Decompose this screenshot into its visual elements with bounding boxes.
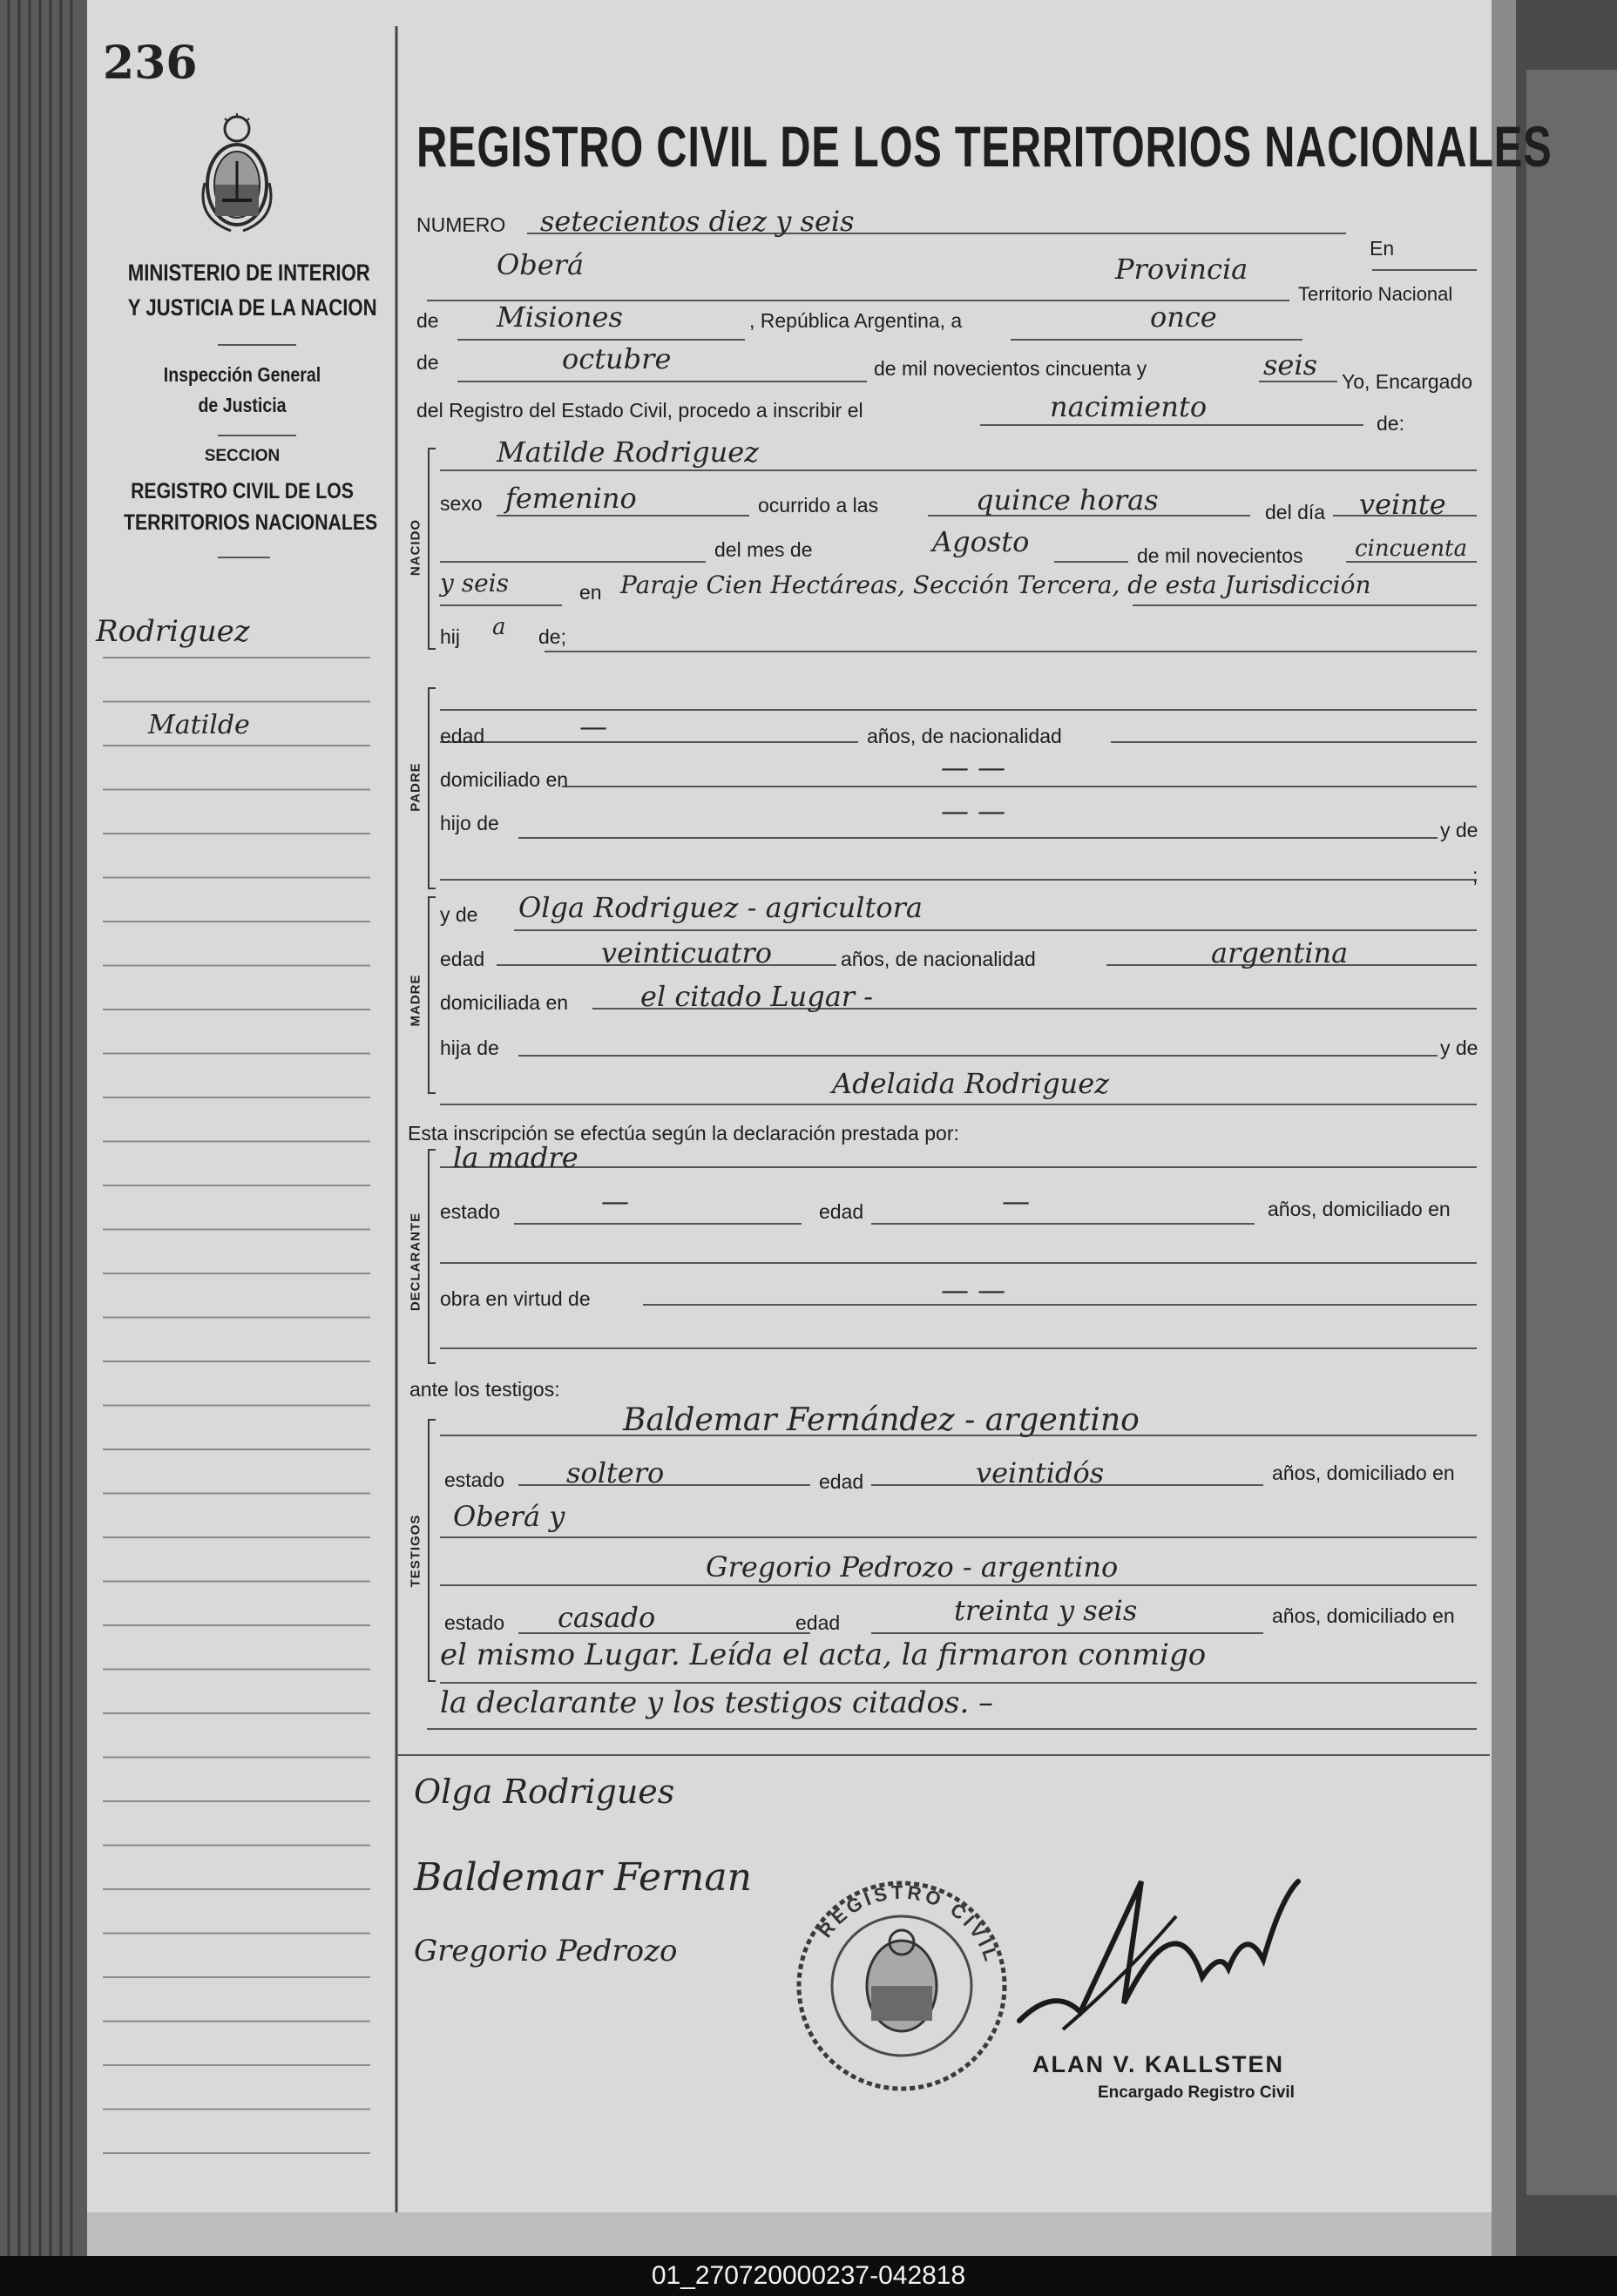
- value-localidad: Oberá: [497, 248, 585, 281]
- value-mes: octubre: [562, 342, 672, 375]
- value-testigo1: Baldemar Fernández - argentino: [623, 1402, 1140, 1438]
- inspection-heading: [124, 360, 361, 421]
- label-padre-anos-nac: años, de nacionalidad: [867, 725, 1062, 747]
- label-en-2: en: [579, 581, 602, 604]
- section-nacido: NACIDO: [408, 518, 423, 577]
- value-acto: nacimiento: [1050, 390, 1208, 423]
- label-madre-hija-de: hija de: [440, 1037, 499, 1059]
- value-declarante-estado: —: [601, 1185, 629, 1218]
- label-testigos: ante los testigos:: [409, 1378, 560, 1401]
- section-name-line-1: REGISTRO CIVIL DE LOS: [131, 479, 354, 503]
- inspection-line-2: de Justicia: [198, 394, 287, 416]
- label-del-dia: del día: [1265, 501, 1326, 523]
- label-declarante-estado: estado: [440, 1200, 501, 1223]
- value-padre-edad: —: [579, 710, 607, 743]
- label-madre-domiciliada: domiciliada en: [440, 991, 569, 1014]
- section-name: [124, 476, 378, 538]
- label-ocurrido: ocurrido a las: [758, 494, 879, 517]
- inspection-line-1: Inspección General: [163, 363, 321, 386]
- value-testigo1-estado: soltero: [566, 1456, 665, 1489]
- value-madre-nombre: Olga Rodriguez - agricultora: [518, 891, 923, 924]
- label-padre-y-de: y de: [1440, 819, 1478, 841]
- section-testigos: TESTIGOS: [408, 1514, 423, 1588]
- label-testigo1-estado: estado: [444, 1469, 505, 1491]
- label-madre-edad: edad: [440, 948, 485, 970]
- value-obra: — —: [941, 1273, 1006, 1307]
- value-cierre-2: la declarante y los testigos citados. –: [440, 1685, 994, 1720]
- section-label: SECCION: [204, 447, 281, 465]
- value-anio-nac-2: y seis: [440, 569, 509, 598]
- value-cierre-1: el mismo Lugar. Leída el acta, la firmaron conmigo: [440, 1638, 1207, 1672]
- label-madre-anos-nac: años, de nacionalidad: [841, 948, 1036, 970]
- value-madre-nac: argentina: [1211, 936, 1349, 969]
- label-testigo2-estado: estado: [444, 1611, 505, 1634]
- section-name-line-2: TERRITORIOS NACIONALES: [124, 510, 378, 535]
- encargado-signature-text: [1159, 1903, 1161, 1904]
- signature-gregorio: Gregorio Pedrozo: [414, 1934, 678, 1968]
- label-padre-hijo-de: hijo de: [440, 812, 499, 834]
- value-lugar: Paraje Cien Hectáreas, Sección Tercera, de esta Jurisdicción: [620, 571, 1371, 599]
- label-padre-edad: edad: [440, 725, 485, 747]
- value-dia: once: [1150, 301, 1217, 334]
- value-mes-nac: Agosto: [932, 525, 1030, 558]
- ministry-line-1: MINISTERIO DE INTERIOR: [127, 260, 370, 286]
- section-padre: PADRE: [408, 762, 423, 812]
- label-territorio: Territorio Nacional: [1298, 283, 1453, 305]
- label-de-semi: de;: [538, 625, 566, 648]
- value-madre-edad: veinticuatro: [601, 936, 772, 969]
- footer-id-bar: 01_270720000237-042818: [0, 2256, 1617, 2296]
- label-de-mil: de mil novecientos cincuenta y: [874, 357, 1147, 380]
- form-title: REGISTRO CIVIL DE LOS TERRITORIOS NACIONALES: [416, 114, 1553, 179]
- value-provincia: Provincia: [1115, 253, 1248, 286]
- coat-of-arms-icon: [196, 113, 279, 235]
- label-madre-y-de: y de: [440, 903, 478, 926]
- label-republica: , República Argentina, a: [749, 309, 963, 332]
- seal-text: REGISTRO CIVIL: [814, 1881, 1004, 1967]
- label-testigo2-anos-dom: años, domiciliado en: [1272, 1604, 1455, 1627]
- signature-olga: Olga Rodrigues: [414, 1773, 675, 1811]
- value-provincia-nombre: Misiones: [497, 301, 623, 334]
- label-del-mes: del mes de: [714, 538, 813, 561]
- label-de-2: de: [416, 351, 439, 374]
- label-madre-y-de-2: y de: [1440, 1037, 1478, 1059]
- section-madre: MADRE: [408, 974, 423, 1027]
- signature-baldemar: Baldemar Fernan: [414, 1855, 752, 1900]
- label-en: En: [1370, 237, 1395, 260]
- value-nombre: Matilde Rodriguez: [497, 436, 760, 469]
- value-hora: quince horas: [976, 483, 1159, 517]
- ministry-line-2: Y JUSTICIA DE LA NACION: [127, 294, 377, 321]
- label-testigo2-edad: edad: [795, 1611, 841, 1634]
- value-declarante: la madre: [453, 1141, 578, 1174]
- label-testigo1-anos-dom: años, domiciliado en: [1272, 1462, 1455, 1484]
- label-inscripcion: Esta inscripción se efectúa según la declaración prestada por:: [408, 1122, 959, 1145]
- value-padre-hijo-de: — —: [941, 794, 1006, 827]
- value-sexo: femenino: [505, 482, 637, 515]
- value-testigo2-edad: treinta y seis: [954, 1594, 1138, 1627]
- label-hij: hij: [440, 625, 461, 648]
- official-seal-icon: [788, 1873, 1015, 2099]
- value-testigo2-estado: casado: [558, 1601, 656, 1634]
- value-madre-dom: el citado Lugar -: [640, 980, 874, 1013]
- label-declarante-edad: edad: [819, 1200, 864, 1223]
- value-declarante-edad: —: [1002, 1185, 1030, 1218]
- label-registro: del Registro del Estado Civil, procedo a inscribir el: [416, 399, 863, 422]
- label-padre-domiciliado: domiciliado en: [440, 768, 569, 791]
- index-surname: Rodriguez: [96, 614, 250, 649]
- value-testigo1-dom: Oberá y: [453, 1500, 565, 1533]
- value-hijo-suffix: a: [492, 614, 506, 640]
- value-dia-nac: veinte: [1359, 488, 1446, 521]
- encargado-cargo: Encargado Registro Civil: [1098, 2083, 1295, 2102]
- label-de-mil-nov: de mil novecientos: [1137, 544, 1303, 567]
- label-yo: Yo, Encargado: [1342, 370, 1473, 393]
- section-declarante: DECLARANTE: [408, 1212, 423, 1312]
- label-sexo: sexo: [440, 492, 483, 515]
- label-obra: obra en virtud de: [440, 1287, 591, 1310]
- label-numero: NUMERO: [416, 213, 506, 236]
- value-testigo1-edad: veintidós: [976, 1456, 1105, 1489]
- label-semicolon: ;: [1472, 864, 1478, 887]
- page-number: 236: [103, 37, 198, 90]
- value-anio-nac: cincuenta: [1355, 536, 1468, 562]
- label-declarante-anos-dom: años, domiciliado en: [1268, 1198, 1451, 1220]
- value-numero: setecientos diez y seis: [540, 205, 855, 238]
- ministry-heading: [127, 255, 377, 325]
- encargado-nombre: ALAN V. KALLSTEN: [1032, 2051, 1285, 2077]
- value-anio-final: seis: [1263, 348, 1318, 382]
- index-given-name: Matilde: [148, 710, 250, 740]
- value-madre-padres: Adelaida Rodriguez: [832, 1067, 1110, 1100]
- value-testigo2: Gregorio Pedrozo - argentino: [706, 1550, 1119, 1584]
- label-de-colon: de:: [1377, 412, 1404, 435]
- label-de-1: de: [416, 309, 439, 332]
- encargado-signature-scribble: [1002, 1847, 1316, 2047]
- label-testigo1-edad: edad: [819, 1470, 864, 1493]
- value-padre-dom: — —: [941, 751, 1006, 784]
